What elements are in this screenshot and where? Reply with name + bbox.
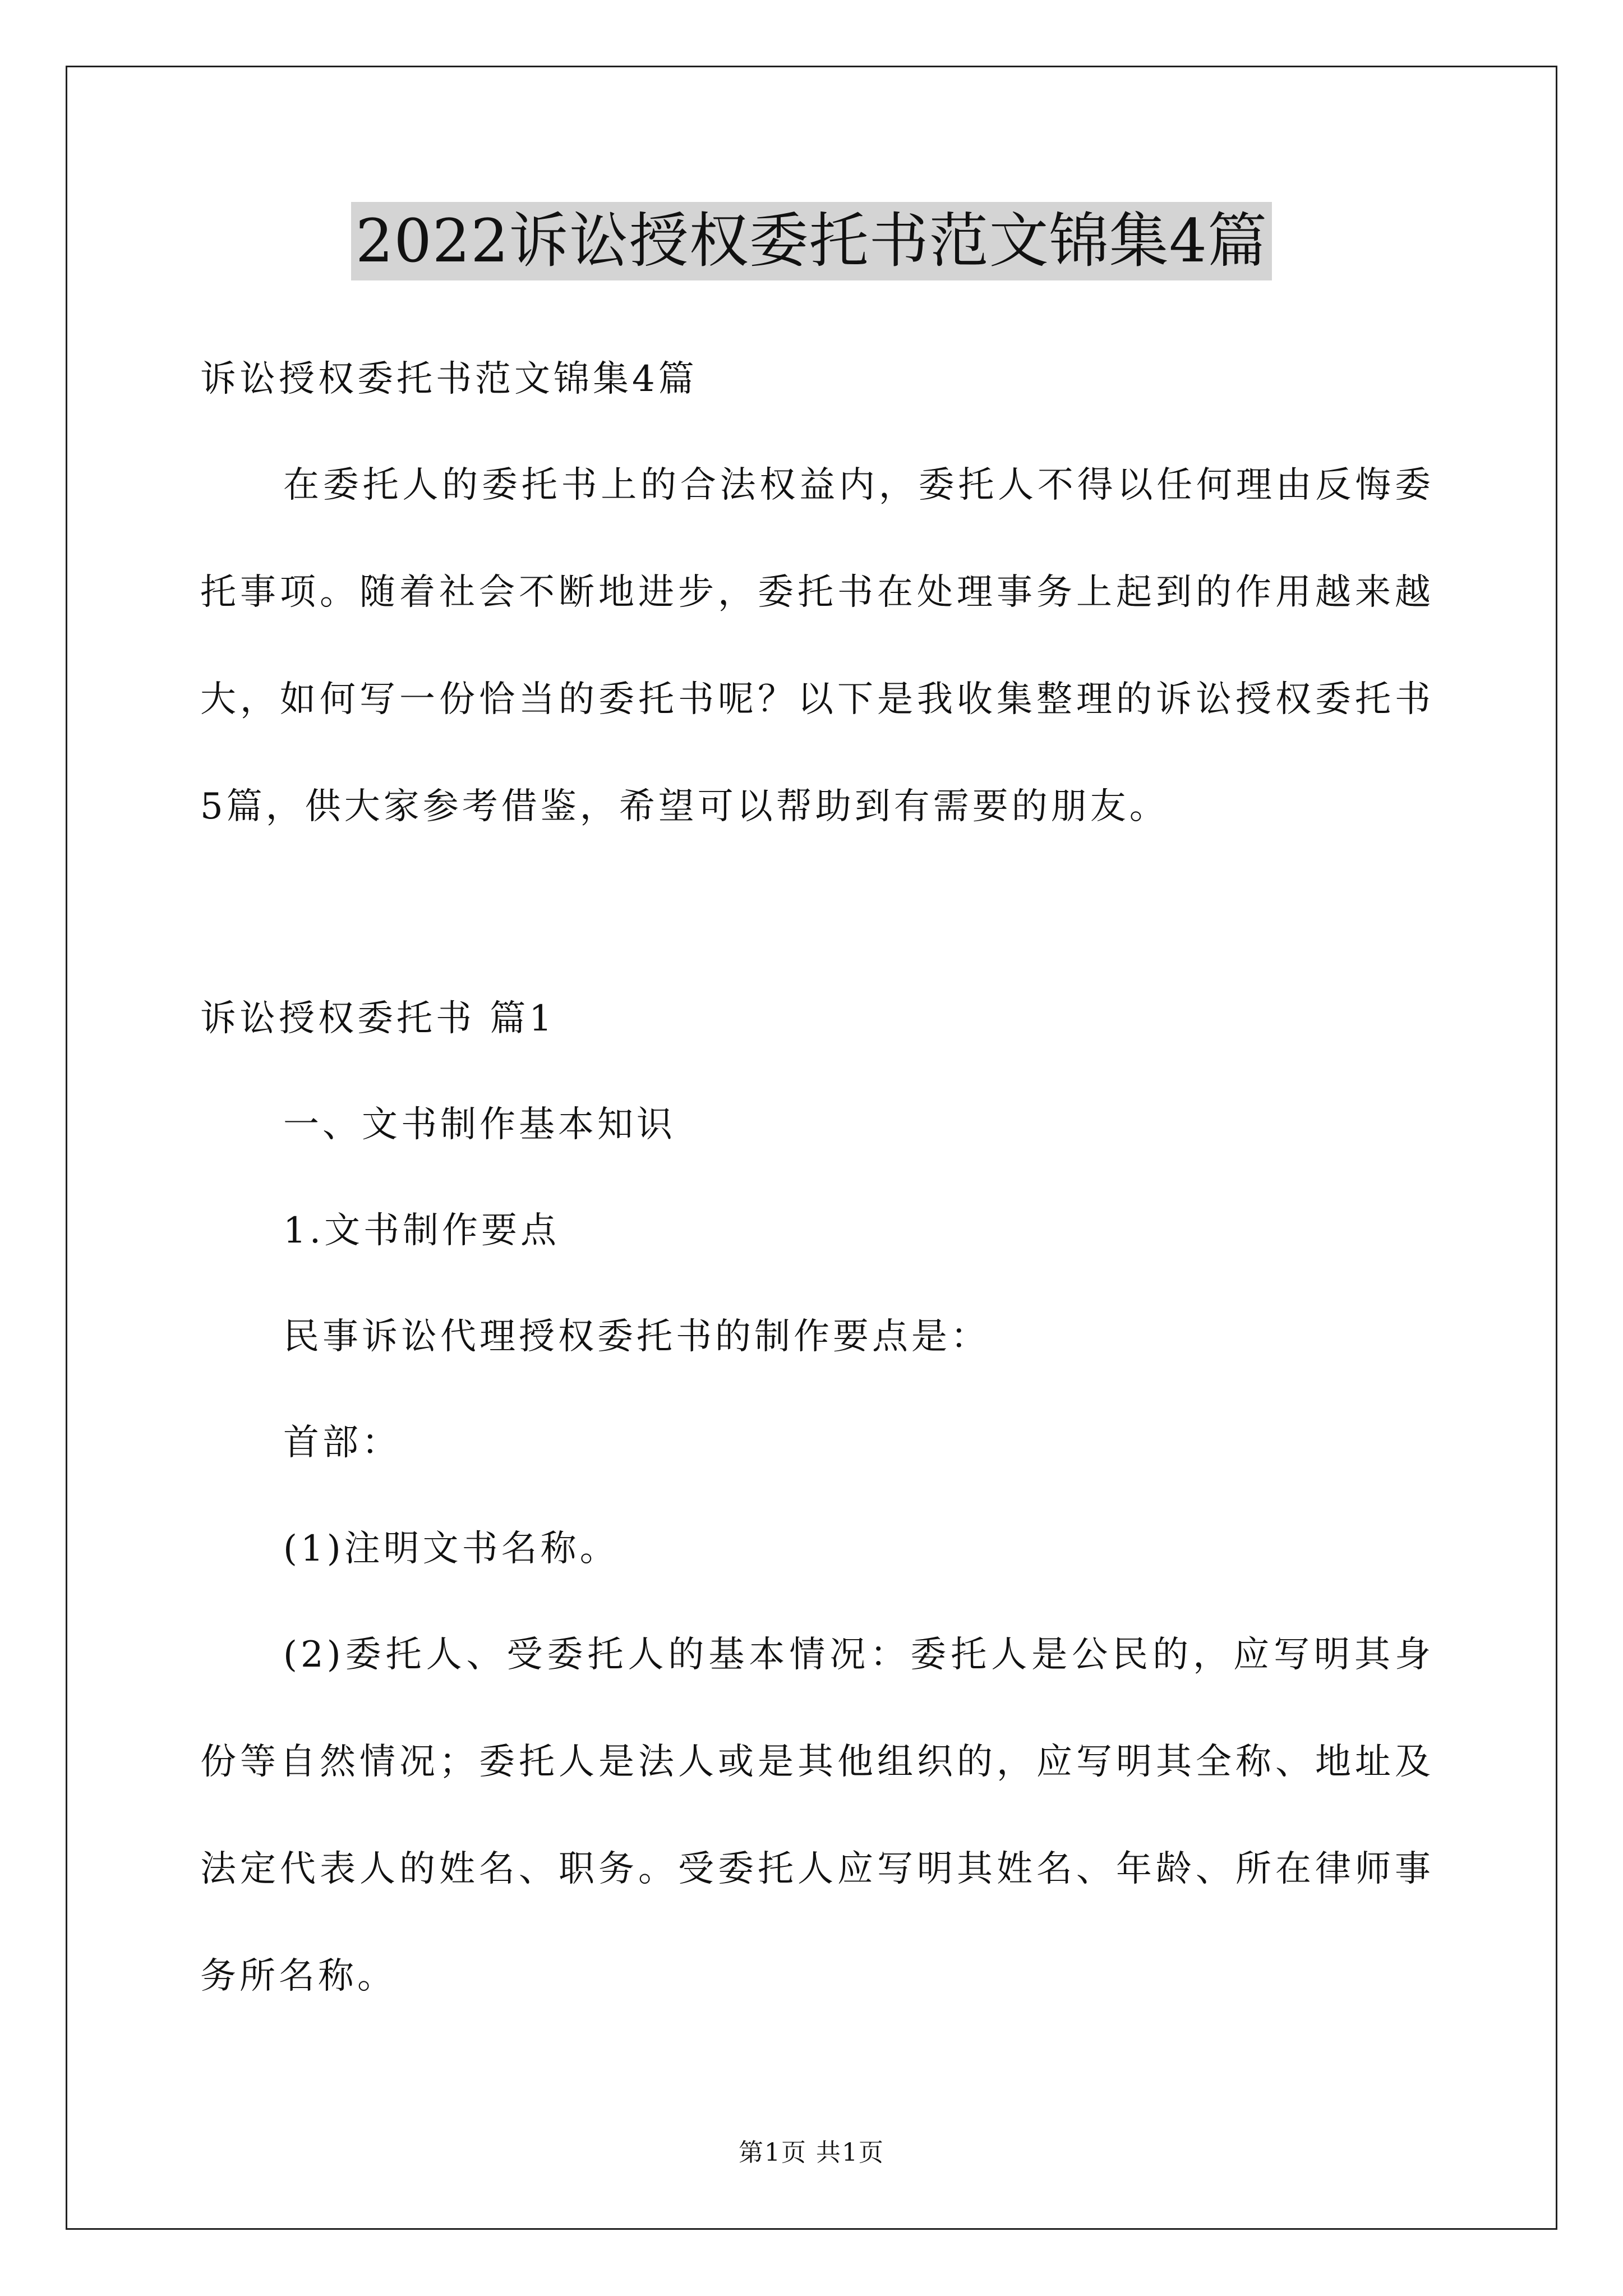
document-subtitle: 诉讼授权委托书范文锦集4篇 <box>200 358 698 400</box>
head-label: 首部： <box>283 1422 401 1464</box>
point-heading: 1.文书制作要点 <box>283 1210 560 1251</box>
title-wrap <box>0 202 1623 280</box>
list-item-2: (2)委托人、受委托人的基本情况：委托人是公民的，应写明其身份等自然情况；委托人是法人或是其他组织的，应写明其全称、地址及法定代表人的姓名、职务。受委托人应写明其姓名、年龄、所在律师事务所名称。 <box>200 1634 1434 1997</box>
lead-line: 民事诉讼代理授权委托书的制作要点是： <box>283 1316 990 1358</box>
part-heading: 一、文书制作基本知识 <box>283 1104 676 1145</box>
page-footer: 第1页 共1页 <box>739 2138 884 2167</box>
list-item-1: (1)注明文书名称。 <box>283 1528 619 1570</box>
document-title: 2022诉讼授权委托书范文锦集4篇 <box>351 202 1272 280</box>
section-heading: 诉讼授权委托书 篇1 <box>200 998 556 1039</box>
intro-paragraph: 在委托人的委托书上的合法权益内，委托人不得以任何理由反悔委托事项。随着社会不断地进步，委托书在处理事务上起到的作用越来越大，如何写一份恰当的委托书呢？以下是我收集整理的诉讼授权委托书5篇，供大家参考借鉴，希望可以帮助到有需要的朋友。 <box>200 464 1434 827</box>
